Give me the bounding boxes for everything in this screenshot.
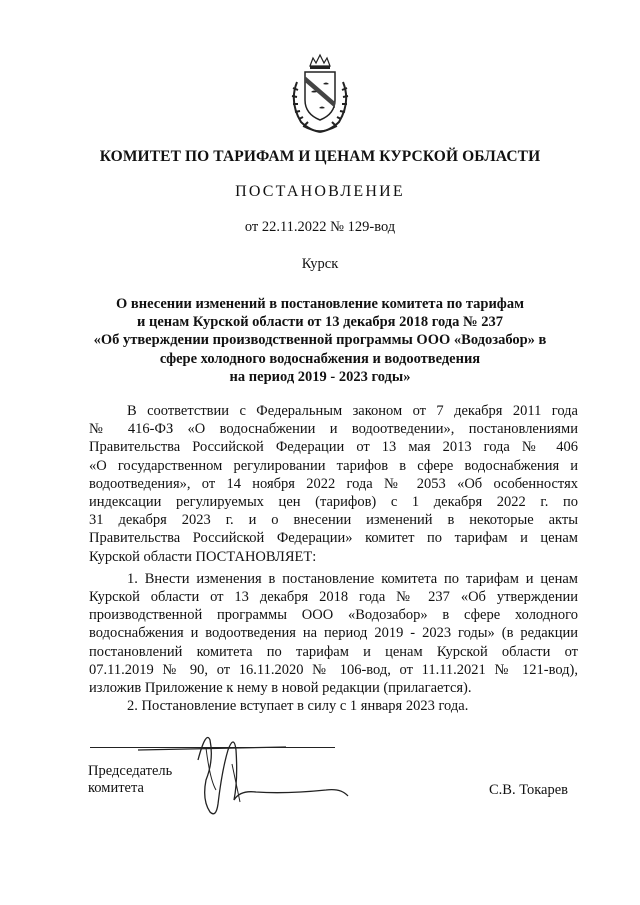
signatory-position-line1: Председатель [88,763,173,779]
title-line: О внесении изменений в постановление комитета по тарифам [116,296,524,312]
coat-of-arms-emblem [283,52,357,136]
preamble-line: Курской области ПОСТАНОВЛЯЕТ: [89,548,317,565]
preamble-line: «О государственном регулировании тарифов в сфере водоснабжения и [89,457,578,474]
document-city: Курск [301,256,339,272]
preamble-line: 31 декабря 2023 г. и о внесении изменений в некоторые акты [89,512,578,529]
preamble-line: № 416-ФЗ «О водоснабжении и водоотведении», постановлениями [89,421,578,438]
document-title [80,295,560,386]
title-line: сфере холодного водоснабжения и водоотведения [159,350,481,367]
title-line: «Об утверждении производственной программы ООО «Водозабор» в [93,332,547,349]
title-line: и ценам Курской области от 13 декабря 2018 года № 237 [137,314,503,331]
title-line: на период 2019 - 2023 годы» [229,368,411,385]
item-2-paragraph [89,697,578,715]
document-type: ПОСТАНОВЛЕНИЕ [235,183,405,200]
preamble-line: индексации регулируемых цен (тарифов) с 1 декабря 2022 г. по [89,494,578,511]
organization-name: КОМИТЕТ ПО ТАРИФАМ И ЦЕНАМ КУРСКОЙ ОБЛАСТИ [99,148,541,165]
document-body [89,402,578,715]
item-line: водоснабжения и водоотведения на период 2019 - 2023 годы» (в редакции [89,625,578,642]
signatory-position-line2: комитета [88,780,144,796]
document-date-number: от 22.11.2022 № 129-вод [244,219,396,235]
item-line: Курской области от 13 декабря 2018 года № 237 «Об утверждении [89,589,578,606]
preamble-line: В соответствии с Федеральным законом от 7 декабря 2011 года [127,403,578,419]
item-line: 07.11.2019 № 90, от 16.11.2020 № 106-вод, от 11.11.2021 № 121-вод), [89,661,578,678]
preamble-line: водоотведения», от 14 ноября 2022 года № 2053 «Об особенностях [89,475,578,492]
item-line: 1. Внести изменения в постановление комитета по тарифам и ценам [127,570,578,587]
preamble-line: Правительства Российской Федерации от 13 мая 2013 года № 406 [89,439,578,456]
signatory-name: С.В. Токарев [489,782,569,798]
signature-block [76,720,596,830]
item-line: изложив Приложение к нему в новой редакции (прилагается). [89,680,472,697]
item-1-paragraph [89,570,578,697]
preamble-line: Правительства Российской Федерации» комитет по тарифам и ценам [89,530,578,547]
item-line: постановлений комитета по тарифам и ценам Курской области от [89,643,578,660]
item-line: 2. Постановление вступает в силу с 1 января 2023 года. [127,698,469,715]
preamble-paragraph [89,402,578,566]
item-line: производственной программы ООО «Водозабор» в сфере холодного [89,607,578,624]
